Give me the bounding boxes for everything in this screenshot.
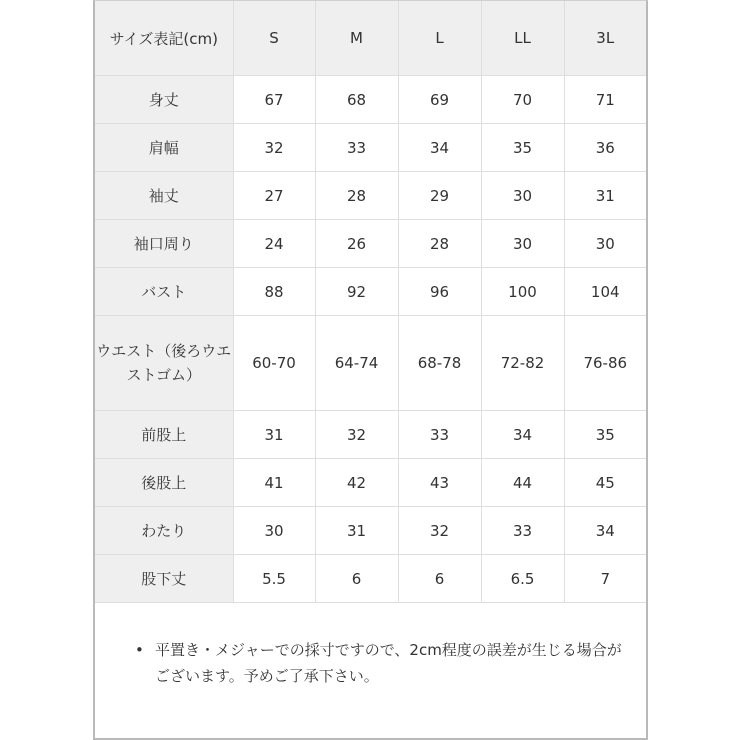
table-cell: 30 bbox=[233, 507, 315, 555]
row-label: 袖口周り bbox=[95, 220, 233, 268]
table-row bbox=[95, 172, 646, 220]
table-cell: 35 bbox=[481, 124, 564, 172]
table-cell: 28 bbox=[398, 220, 481, 268]
note-item bbox=[135, 637, 625, 689]
table-cell: 6 bbox=[398, 555, 481, 603]
table-cell: 69 bbox=[398, 76, 481, 124]
table-row bbox=[95, 555, 646, 603]
table-row bbox=[95, 411, 646, 459]
table-cell: 30 bbox=[481, 172, 564, 220]
table-cell: 44 bbox=[481, 459, 564, 507]
table-row bbox=[95, 459, 646, 507]
table-cell: 33 bbox=[315, 124, 398, 172]
table-cell: 36 bbox=[564, 124, 646, 172]
table-cell: 6 bbox=[315, 555, 398, 603]
row-label: 身丈 bbox=[95, 76, 233, 124]
size-chart-frame bbox=[93, 0, 648, 740]
table-cell: 6.5 bbox=[481, 555, 564, 603]
row-label: 肩幅 bbox=[95, 124, 233, 172]
size-header-3l: 3L bbox=[564, 1, 646, 76]
row-label: ウエスト（後ろウエストゴム） bbox=[95, 316, 233, 411]
size-header-ll: LL bbox=[481, 1, 564, 76]
table-row bbox=[95, 76, 646, 124]
table-cell: 33 bbox=[481, 507, 564, 555]
table-cell: 42 bbox=[315, 459, 398, 507]
table-cell: 30 bbox=[481, 220, 564, 268]
table-cell: 31 bbox=[233, 411, 315, 459]
table-cell: 41 bbox=[233, 459, 315, 507]
table-cell: 33 bbox=[398, 411, 481, 459]
table-cell: 32 bbox=[398, 507, 481, 555]
row-label: バスト bbox=[95, 268, 233, 316]
table-cell: 32 bbox=[315, 411, 398, 459]
table-cell: 72-82 bbox=[481, 316, 564, 411]
measurement-note bbox=[95, 609, 646, 689]
table-cell: 64-74 bbox=[315, 316, 398, 411]
table-cell: 31 bbox=[564, 172, 646, 220]
table-cell: 34 bbox=[398, 124, 481, 172]
table-cell: 28 bbox=[315, 172, 398, 220]
table-cell: 26 bbox=[315, 220, 398, 268]
bullet-icon: • bbox=[135, 641, 144, 659]
row-label: 袖丈 bbox=[95, 172, 233, 220]
table-cell: 5.5 bbox=[233, 555, 315, 603]
table-cell: 68-78 bbox=[398, 316, 481, 411]
table-cell: 24 bbox=[233, 220, 315, 268]
row-label: わたり bbox=[95, 507, 233, 555]
table-row bbox=[95, 316, 646, 411]
table-row bbox=[95, 507, 646, 555]
table-cell: 67 bbox=[233, 76, 315, 124]
table-row bbox=[95, 268, 646, 316]
row-label: 前股上 bbox=[95, 411, 233, 459]
table-cell: 31 bbox=[315, 507, 398, 555]
table-cell: 29 bbox=[398, 172, 481, 220]
table-cell: 71 bbox=[564, 76, 646, 124]
table-cell: 100 bbox=[481, 268, 564, 316]
table-cell: 35 bbox=[564, 411, 646, 459]
table-cell: 96 bbox=[398, 268, 481, 316]
table-cell: 70 bbox=[481, 76, 564, 124]
row-label: 股下丈 bbox=[95, 555, 233, 603]
note-list bbox=[95, 637, 646, 689]
size-table bbox=[95, 1, 646, 603]
size-header-s: S bbox=[233, 1, 315, 76]
table-cell: 68 bbox=[315, 76, 398, 124]
table-cell: 7 bbox=[564, 555, 646, 603]
table-cell: 88 bbox=[233, 268, 315, 316]
table-cell: 104 bbox=[564, 268, 646, 316]
table-cell: 27 bbox=[233, 172, 315, 220]
table-cell: 76-86 bbox=[564, 316, 646, 411]
table-header-row bbox=[95, 1, 646, 76]
size-label-header: サイズ表記(cm) bbox=[95, 1, 233, 76]
table-cell: 34 bbox=[481, 411, 564, 459]
table-row bbox=[95, 124, 646, 172]
size-header-l: L bbox=[398, 1, 481, 76]
size-header-m: M bbox=[315, 1, 398, 76]
table-cell: 92 bbox=[315, 268, 398, 316]
table-cell: 30 bbox=[564, 220, 646, 268]
table-cell: 34 bbox=[564, 507, 646, 555]
note-text: 平置き・メジャーでの採寸ですので、2cm程度の誤差が生じる場合がございます。予めご了承下さい。 bbox=[155, 641, 622, 685]
table-cell: 32 bbox=[233, 124, 315, 172]
table-row bbox=[95, 220, 646, 268]
table-cell: 45 bbox=[564, 459, 646, 507]
table-cell: 60-70 bbox=[233, 316, 315, 411]
table-cell: 43 bbox=[398, 459, 481, 507]
row-label: 後股上 bbox=[95, 459, 233, 507]
